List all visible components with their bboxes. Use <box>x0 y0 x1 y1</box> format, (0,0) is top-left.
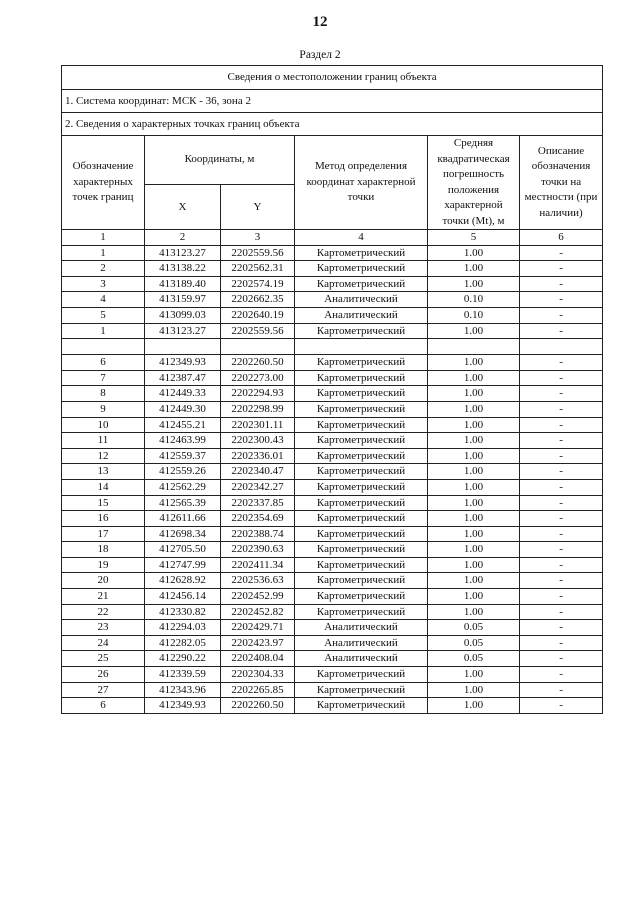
table-row <box>62 604 603 620</box>
method-cell: Картометрический <box>295 323 428 339</box>
y-coordinate-cell: 2202536.63 <box>221 573 295 589</box>
description-cell: - <box>520 245 603 261</box>
table-row <box>62 542 603 558</box>
y-coordinate-cell: 2202574.19 <box>221 276 295 292</box>
accuracy-cell: 1.00 <box>428 589 520 605</box>
accuracy-cell: 1.00 <box>428 479 520 495</box>
table-row <box>62 292 603 308</box>
y-coordinate-cell: 2202336.01 <box>221 448 295 464</box>
method-cell: Картометрический <box>295 604 428 620</box>
method-cell: Аналитический <box>295 292 428 308</box>
column-number: 3 <box>221 230 295 246</box>
description-cell: - <box>520 401 603 417</box>
table-row <box>62 433 603 449</box>
table-row <box>62 635 603 651</box>
page-number: 12 <box>312 14 328 30</box>
separator-row <box>62 339 603 355</box>
y-coordinate-cell: 2202411.34 <box>221 557 295 573</box>
method-cell: Картометрический <box>295 526 428 542</box>
method-cell: Картометрический <box>295 479 428 495</box>
y-coordinate-cell: 2202662.35 <box>221 292 295 308</box>
y-coordinate-cell: 2202260.50 <box>221 355 295 371</box>
table-row <box>62 355 603 371</box>
description-cell: - <box>520 479 603 495</box>
point-id-cell: 19 <box>62 557 145 573</box>
header-accuracy: Средняя квадратическая погрешность положения характерной точки (Mt), м <box>428 136 520 230</box>
accuracy-cell: 1.00 <box>428 276 520 292</box>
x-coordinate-cell: 412559.37 <box>145 448 221 464</box>
description-cell: - <box>520 526 603 542</box>
x-coordinate-cell: 412449.30 <box>145 401 221 417</box>
accuracy-cell: 1.00 <box>428 261 520 277</box>
column-number: 2 <box>145 230 221 246</box>
method-cell: Аналитический <box>295 307 428 323</box>
point-id-cell: 21 <box>62 589 145 605</box>
description-cell: - <box>520 635 603 651</box>
accuracy-cell: 1.00 <box>428 464 520 480</box>
table-row <box>62 261 603 277</box>
method-cell: Картометрический <box>295 245 428 261</box>
description-cell: - <box>520 323 603 339</box>
y-coordinate-cell: 2202294.93 <box>221 386 295 402</box>
empty-cell <box>221 339 295 355</box>
point-id-cell: 25 <box>62 651 145 667</box>
y-coordinate-cell: 2202559.56 <box>221 323 295 339</box>
y-coordinate-cell: 2202337.85 <box>221 495 295 511</box>
accuracy-cell: 0.10 <box>428 292 520 308</box>
y-coordinate-cell: 2202273.00 <box>221 370 295 386</box>
x-coordinate-cell: 412349.93 <box>145 355 221 371</box>
table-row <box>62 448 603 464</box>
section-label: Раздел 2 <box>299 49 341 61</box>
description-cell: - <box>520 355 603 371</box>
point-id-cell: 1 <box>62 245 145 261</box>
y-coordinate-cell: 2202298.99 <box>221 401 295 417</box>
description-cell: - <box>520 261 603 277</box>
y-coordinate-cell: 2202265.85 <box>221 682 295 698</box>
x-coordinate-cell: 412562.29 <box>145 479 221 495</box>
method-cell: Картометрический <box>295 698 428 714</box>
table-row <box>62 526 603 542</box>
method-cell: Картометрический <box>295 433 428 449</box>
accuracy-cell: 1.00 <box>428 370 520 386</box>
empty-cell <box>520 339 603 355</box>
point-id-cell: 6 <box>62 698 145 714</box>
accuracy-cell: 1.00 <box>428 557 520 573</box>
x-coordinate-cell: 412698.34 <box>145 526 221 542</box>
accuracy-cell: 1.00 <box>428 542 520 558</box>
method-cell: Картометрический <box>295 557 428 573</box>
point-id-cell: 18 <box>62 542 145 558</box>
accuracy-cell: 1.00 <box>428 682 520 698</box>
point-id-cell: 22 <box>62 604 145 620</box>
accuracy-cell: 0.10 <box>428 307 520 323</box>
description-cell: - <box>520 307 603 323</box>
y-coordinate-cell: 2202301.11 <box>221 417 295 433</box>
header-x: X <box>145 185 221 230</box>
accuracy-cell: 1.00 <box>428 386 520 402</box>
x-coordinate-cell: 412343.96 <box>145 682 221 698</box>
point-id-cell: 3 <box>62 276 145 292</box>
table-row <box>62 464 603 480</box>
method-cell: Картометрический <box>295 495 428 511</box>
description-cell: - <box>520 620 603 636</box>
description-cell: - <box>520 557 603 573</box>
point-id-cell: 15 <box>62 495 145 511</box>
table-row <box>62 573 603 589</box>
x-coordinate-cell: 412330.82 <box>145 604 221 620</box>
accuracy-cell: 1.00 <box>428 433 520 449</box>
column-number: 1 <box>62 230 145 246</box>
x-coordinate-cell: 412705.50 <box>145 542 221 558</box>
x-coordinate-cell: 413123.27 <box>145 323 221 339</box>
method-cell: Картометрический <box>295 276 428 292</box>
point-id-cell: 14 <box>62 479 145 495</box>
accuracy-cell: 1.00 <box>428 417 520 433</box>
description-cell: - <box>520 573 603 589</box>
table-row <box>62 511 603 527</box>
accuracy-cell: 1.00 <box>428 323 520 339</box>
x-coordinate-cell: 412455.21 <box>145 417 221 433</box>
table-row <box>62 401 603 417</box>
point-id-cell: 7 <box>62 370 145 386</box>
column-number: 6 <box>520 230 603 246</box>
x-coordinate-cell: 413159.97 <box>145 292 221 308</box>
method-cell: Аналитический <box>295 651 428 667</box>
y-coordinate-cell: 2202429.71 <box>221 620 295 636</box>
y-coordinate-cell: 2202300.43 <box>221 433 295 449</box>
accuracy-cell: 1.00 <box>428 698 520 714</box>
table-row <box>62 307 603 323</box>
y-coordinate-cell: 2202452.82 <box>221 604 295 620</box>
y-coordinate-cell: 2202452.99 <box>221 589 295 605</box>
x-coordinate-cell: 412449.33 <box>145 386 221 402</box>
point-id-cell: 17 <box>62 526 145 542</box>
header-method: Метод определения координат характерной точки <box>295 136 428 230</box>
x-coordinate-cell: 412559.26 <box>145 464 221 480</box>
method-cell: Картометрический <box>295 355 428 371</box>
description-cell: - <box>520 370 603 386</box>
description-cell: - <box>520 386 603 402</box>
point-id-cell: 11 <box>62 433 145 449</box>
point-id-cell: 10 <box>62 417 145 433</box>
table-row <box>62 682 603 698</box>
accuracy-cell: 1.00 <box>428 401 520 417</box>
empty-cell <box>145 339 221 355</box>
method-cell: Картометрический <box>295 511 428 527</box>
y-coordinate-cell: 2202260.50 <box>221 698 295 714</box>
description-cell: - <box>520 495 603 511</box>
y-coordinate-cell: 2202408.04 <box>221 651 295 667</box>
header-coordinates: Координаты, м <box>145 136 295 185</box>
accuracy-cell: 1.00 <box>428 245 520 261</box>
x-coordinate-cell: 412339.59 <box>145 667 221 683</box>
accuracy-cell: 1.00 <box>428 604 520 620</box>
point-id-cell: 13 <box>62 464 145 480</box>
point-id-cell: 16 <box>62 511 145 527</box>
y-coordinate-cell: 2202423.97 <box>221 635 295 651</box>
x-coordinate-cell: 412290.22 <box>145 651 221 667</box>
method-cell: Картометрический <box>295 682 428 698</box>
x-coordinate-cell: 412628.92 <box>145 573 221 589</box>
description-cell: - <box>520 667 603 683</box>
table-title: Сведения о местоположении границ объекта <box>62 66 603 90</box>
table-row <box>62 495 603 511</box>
x-coordinate-cell: 412463.99 <box>145 433 221 449</box>
table-row <box>62 479 603 495</box>
x-coordinate-cell: 412565.39 <box>145 495 221 511</box>
x-coordinate-cell: 413189.40 <box>145 276 221 292</box>
x-coordinate-cell: 412349.93 <box>145 698 221 714</box>
method-cell: Картометрический <box>295 448 428 464</box>
x-coordinate-cell: 412456.14 <box>145 589 221 605</box>
description-cell: - <box>520 276 603 292</box>
header-point-designation: Обозначение характерных точек границ <box>62 136 145 230</box>
y-coordinate-cell: 2202640.19 <box>221 307 295 323</box>
y-coordinate-cell: 2202354.69 <box>221 511 295 527</box>
x-coordinate-cell: 413099.03 <box>145 307 221 323</box>
empty-cell <box>295 339 428 355</box>
description-cell: - <box>520 433 603 449</box>
column-number: 5 <box>428 230 520 246</box>
table-row <box>62 651 603 667</box>
method-cell: Картометрический <box>295 573 428 589</box>
header-y: Y <box>221 185 295 230</box>
x-coordinate-cell: 412282.05 <box>145 635 221 651</box>
y-coordinate-cell: 2202340.47 <box>221 464 295 480</box>
empty-cell <box>62 339 145 355</box>
point-id-cell: 2 <box>62 261 145 277</box>
description-cell: - <box>520 589 603 605</box>
description-cell: - <box>520 542 603 558</box>
description-cell: - <box>520 417 603 433</box>
y-coordinate-cell: 2202390.63 <box>221 542 295 558</box>
accuracy-cell: 1.00 <box>428 448 520 464</box>
x-coordinate-cell: 412294.03 <box>145 620 221 636</box>
x-coordinate-cell: 413138.22 <box>145 261 221 277</box>
method-cell: Картометрический <box>295 417 428 433</box>
table-row <box>62 245 603 261</box>
point-id-cell: 5 <box>62 307 145 323</box>
accuracy-cell: 1.00 <box>428 355 520 371</box>
y-coordinate-cell: 2202388.74 <box>221 526 295 542</box>
accuracy-cell: 1.00 <box>428 511 520 527</box>
point-id-cell: 9 <box>62 401 145 417</box>
method-cell: Картометрический <box>295 401 428 417</box>
y-coordinate-cell: 2202304.33 <box>221 667 295 683</box>
column-number: 4 <box>295 230 428 246</box>
table-row <box>62 698 603 714</box>
method-cell: Картометрический <box>295 464 428 480</box>
point-id-cell: 8 <box>62 386 145 402</box>
description-cell: - <box>520 682 603 698</box>
table-row <box>62 386 603 402</box>
point-id-cell: 20 <box>62 573 145 589</box>
y-coordinate-cell: 2202559.56 <box>221 245 295 261</box>
column-number-row <box>62 230 603 246</box>
table-row <box>62 370 603 386</box>
x-coordinate-cell: 412747.99 <box>145 557 221 573</box>
description-cell: - <box>520 464 603 480</box>
accuracy-cell: 0.05 <box>428 635 520 651</box>
point-id-cell: 27 <box>62 682 145 698</box>
characteristic-points-line: 2. Сведения о характерных точках границ объекта <box>62 113 603 136</box>
accuracy-cell: 1.00 <box>428 573 520 589</box>
point-id-cell: 12 <box>62 448 145 464</box>
accuracy-cell: 0.05 <box>428 620 520 636</box>
accuracy-cell: 1.00 <box>428 667 520 683</box>
description-cell: - <box>520 698 603 714</box>
table-row <box>62 417 603 433</box>
boundary-points-table <box>61 65 603 714</box>
description-cell: - <box>520 511 603 527</box>
point-id-cell: 6 <box>62 355 145 371</box>
accuracy-cell: 0.05 <box>428 651 520 667</box>
x-coordinate-cell: 412387.47 <box>145 370 221 386</box>
method-cell: Картометрический <box>295 386 428 402</box>
description-cell: - <box>520 604 603 620</box>
description-cell: - <box>520 292 603 308</box>
y-coordinate-cell: 2202562.31 <box>221 261 295 277</box>
method-cell: Картометрический <box>295 589 428 605</box>
x-coordinate-cell: 413123.27 <box>145 245 221 261</box>
table-row <box>62 589 603 605</box>
point-id-cell: 26 <box>62 667 145 683</box>
method-cell: Картометрический <box>295 370 428 386</box>
method-cell: Картометрический <box>295 667 428 683</box>
y-coordinate-cell: 2202342.27 <box>221 479 295 495</box>
description-cell: - <box>520 448 603 464</box>
accuracy-cell: 1.00 <box>428 526 520 542</box>
header-description: Описание обозначения точки на местности (при наличии) <box>520 136 603 230</box>
method-cell: Картометрический <box>295 261 428 277</box>
point-id-cell: 23 <box>62 620 145 636</box>
table-row <box>62 323 603 339</box>
table-row <box>62 557 603 573</box>
table-row <box>62 276 603 292</box>
table-row <box>62 620 603 636</box>
method-cell: Картометрический <box>295 542 428 558</box>
x-coordinate-cell: 412611.66 <box>145 511 221 527</box>
empty-cell <box>428 339 520 355</box>
accuracy-cell: 1.00 <box>428 495 520 511</box>
point-id-cell: 4 <box>62 292 145 308</box>
point-id-cell: 1 <box>62 323 145 339</box>
method-cell: Аналитический <box>295 635 428 651</box>
method-cell: Аналитический <box>295 620 428 636</box>
description-cell: - <box>520 651 603 667</box>
table-row <box>62 667 603 683</box>
point-id-cell: 24 <box>62 635 145 651</box>
coordinate-system-line: 1. Система координат: МСК - 36, зона 2 <box>62 90 603 113</box>
